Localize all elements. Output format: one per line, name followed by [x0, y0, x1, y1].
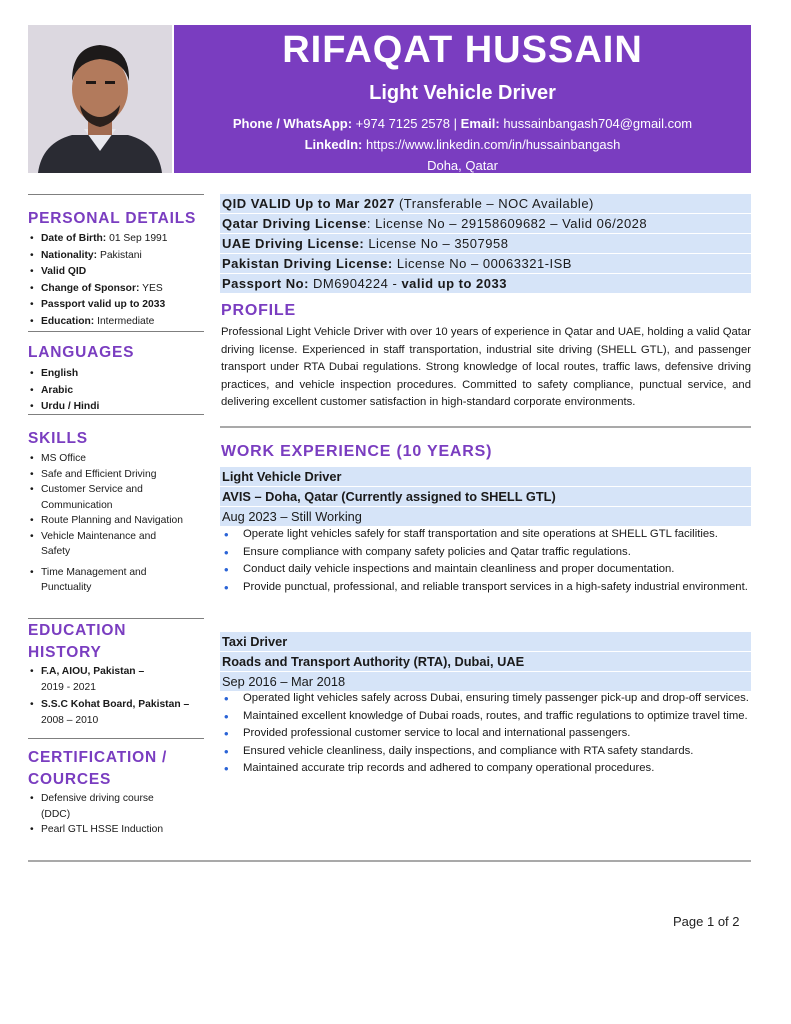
list-item: • Conduct daily vehicle inspections and maintain cleanliness and proper documentation. [221, 561, 751, 579]
work-experience-heading: WORK EXPERIENCE (10 YEARS) [221, 443, 493, 460]
personal-details-list [28, 231, 206, 331]
pakistan-license-row: Pakistan Driving License: License No – 00063321-ISB [220, 254, 751, 274]
uae-license-row: UAE Driving License: License No – 3507958 [220, 234, 751, 254]
list-item: • Vehicle Maintenance and Safety [28, 529, 188, 560]
qatar-license-row: Qatar Driving License: License No – 29158609682 – Valid 06/2028 [220, 214, 751, 234]
list-item: • Ensure compliance with company safety policies and Qatar traffic regulations. [221, 544, 751, 562]
candidate-name: RIFAQAT HUSSAIN [282, 29, 643, 71]
list-item: • Operate light vehicles safely for staff transportation and site operations at SHELL GTL facilities. [221, 526, 751, 544]
job-title: Light Vehicle Driver [369, 82, 556, 104]
list-item: • S.S.C Kohat Board, Pakistan – 2008 – 2010 [28, 697, 208, 728]
location: Doha, Qatar [427, 158, 498, 173]
divider [28, 194, 204, 195]
list-item: • Date of Birth: 01 Sep 1991 [28, 231, 206, 248]
profile-summary: Professional Light Vehicle Driver with over 10 years of experience in Qatar and UAE, holding a valid Qatar driving license. Experienced in staff transportation, industrial site driving (SHELL GTL), and passenger transport under RTA Dubai regulations. Strong knowledge of local routes, traffic laws, defensive driving practices, and vehicle inspection procedures. Committed to safety compliance, punctual service, and delivering excellent customer satisfaction in high-standard corporate environments. [221, 326, 751, 408]
list-item: • Arabic [28, 383, 206, 400]
list-item: • Defensive driving course (DDC) [28, 791, 178, 822]
list-item: • Maintained excellent knowledge of Dubai roads, routes, and traffic regulations to optimize travel time. [221, 708, 751, 726]
list-item: • Maintained accurate trip records and adhered to company operational procedures. [221, 760, 751, 778]
skills-list [28, 451, 188, 596]
job-company: Roads and Transport Authority (RTA), Dubai, UAE [220, 652, 751, 671]
divider [28, 860, 751, 862]
phone-value[interactable]: +974 7125 2578 [355, 116, 451, 131]
portrait-image [28, 25, 172, 173]
education-list [28, 664, 208, 728]
contact-phone-email [174, 116, 751, 131]
list-item: • Safe and Efficient Driving [28, 467, 188, 483]
list-item: • English [28, 366, 206, 383]
skills-heading: SKILLS [28, 430, 88, 447]
list-item: • Provided professional customer service to local and international passengers. [221, 725, 751, 743]
profile-photo [28, 25, 172, 173]
list-item: • Ensured vehicle cleanliness, daily inspections, and compliance with RTA safety standards. [221, 743, 751, 761]
list-item: • Operated light vehicles safely across Dubai, ensuring timely passenger pick-up and drop-off services. [221, 690, 751, 708]
languages-list [28, 366, 206, 416]
list-item: • F.A, AIOU, Pakistan – 2019 - 2021 [28, 664, 208, 695]
contact-separator: | [453, 116, 458, 131]
passport-row: Passport No: DM6904224 - valid up to 2033 [220, 274, 751, 294]
email-label: Email: [460, 116, 500, 131]
divider [28, 331, 204, 332]
credentials-summary [220, 194, 751, 294]
list-item: • Urdu / Hindi [28, 399, 206, 416]
list-item: • Customer Service and Communication [28, 482, 188, 513]
education-heading: EDUCATION HISTORY [28, 622, 127, 661]
divider [28, 738, 204, 739]
list-item: • Education: Intermediate [28, 314, 206, 331]
phone-label: Phone / WhatsApp: [232, 116, 353, 131]
list-item: • MS Office [28, 451, 188, 467]
divider [220, 426, 751, 428]
job-role: Light Vehicle Driver [220, 467, 751, 486]
certification-heading: CERTIFICATION / COURCES [28, 749, 168, 788]
list-item: • Provide punctual, professional, and reliable transport services in a high-safety industrial environment. [221, 579, 751, 597]
header-banner [174, 25, 751, 173]
divider [28, 414, 204, 415]
job-role: Taxi Driver [220, 632, 751, 651]
list-item: • Nationality: Pakistani [28, 248, 206, 265]
list-item: • Time Management and Punctuality [28, 565, 188, 596]
list-item: • Passport valid up to 2033 [28, 297, 206, 314]
languages-heading: LANGUAGES [28, 344, 135, 361]
job-duties-list [221, 690, 751, 778]
list-item: • Pearl GTL HSSE Induction [28, 822, 178, 838]
list-item: • Change of Sponsor: YES [28, 281, 206, 298]
email-link[interactable]: hussainbangash704@gmail.com [503, 116, 693, 131]
list-item: • Route Planning and Navigation [28, 513, 188, 529]
profile-heading: PROFILE [221, 302, 296, 319]
linkedin-label: LinkedIn: [304, 137, 363, 152]
linkedin-link[interactable]: https://www.linkedin.com/in/hussainbangash [366, 137, 621, 152]
page-number: Page 1 of 2 [673, 914, 740, 929]
divider [28, 618, 204, 619]
certification-list [28, 791, 178, 838]
job-dates: Aug 2023 – Still Working [220, 507, 751, 526]
qid-row: QID VALID Up to Mar 2027 (Transferable – NOC Available) [220, 194, 751, 214]
job-company: AVIS – Doha, Qatar (Currently assigned to SHELL GTL) [220, 487, 751, 506]
contact-linkedin [174, 137, 751, 152]
personal-details-heading: PERSONAL DETAILS [28, 210, 197, 227]
job-duties-list [221, 526, 751, 596]
job-dates: Sep 2016 – Mar 2018 [220, 672, 751, 691]
list-item: • Valid QID [28, 264, 206, 281]
